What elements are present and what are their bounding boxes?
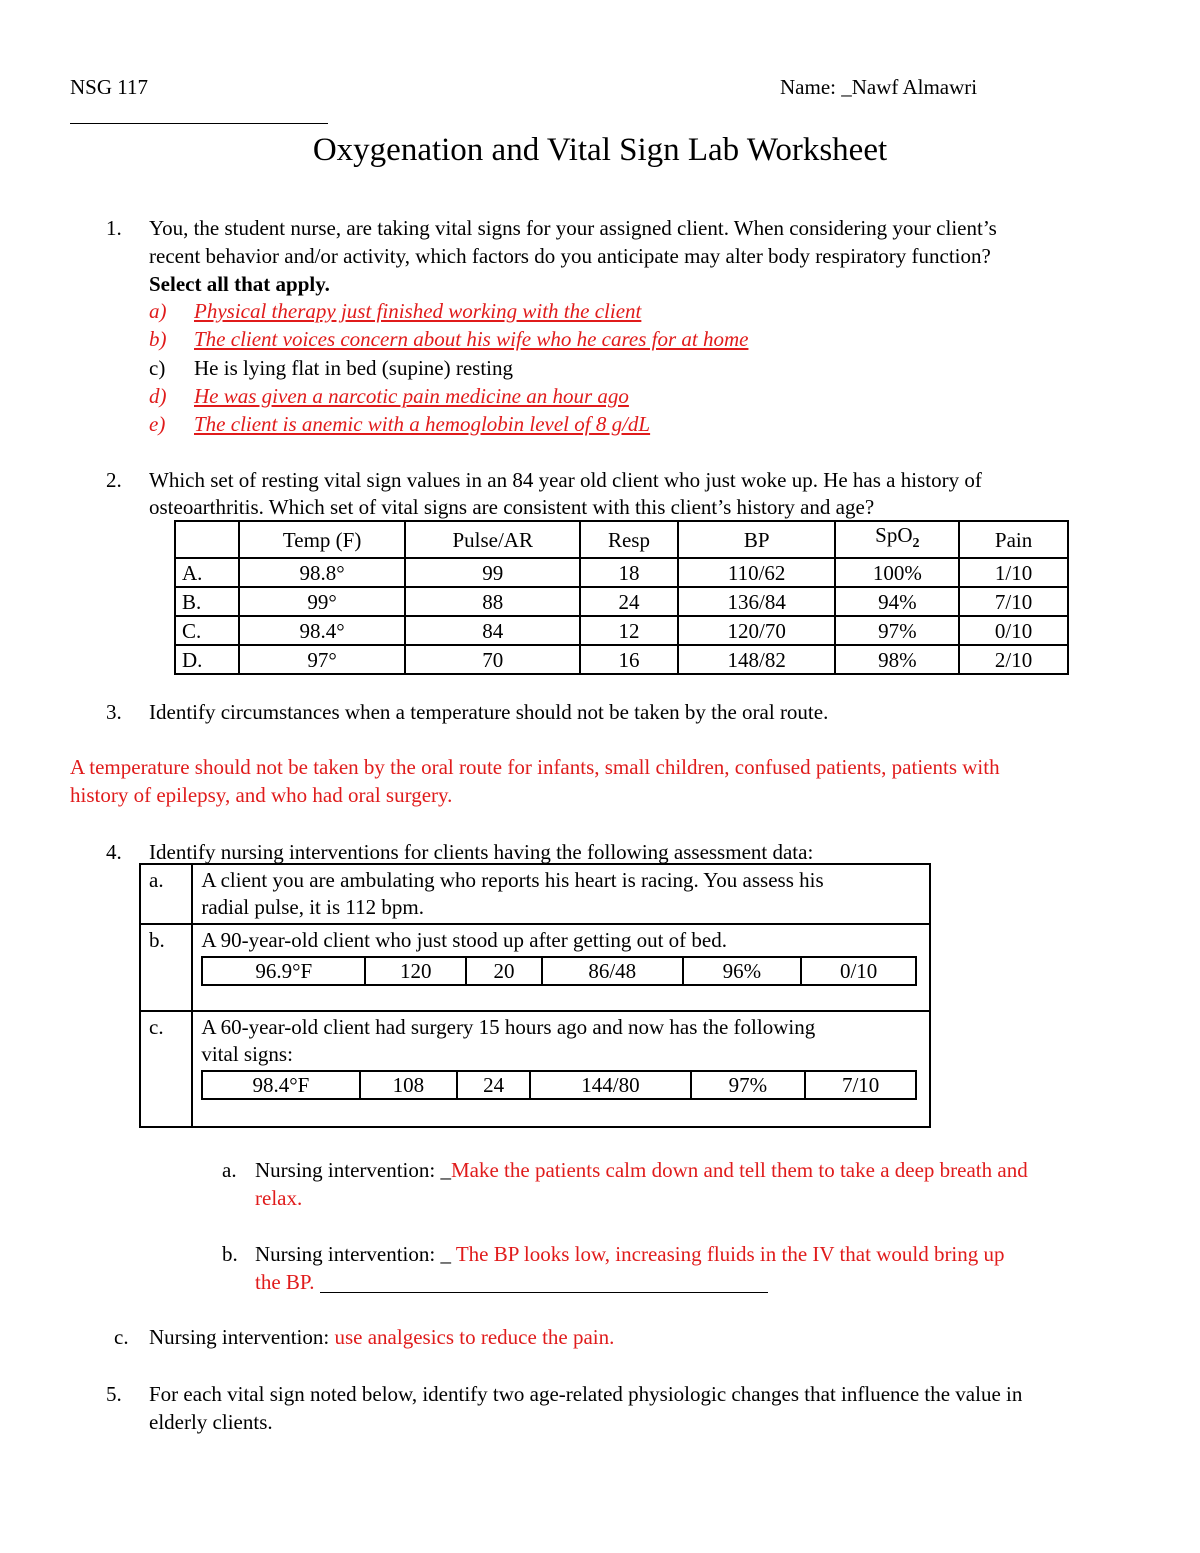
vital-cell: 20 [466, 957, 542, 985]
q1-option-a-letter: a) [149, 299, 167, 323]
row-c-line1: A 60-year-old client had surgery 15 hours ago and now has the following [201, 1015, 816, 1039]
q1-text-line2: recent behavior and/or activity, which factors do you anticipate may alter body respiratory function? [149, 244, 991, 268]
row-content [192, 1011, 930, 1127]
vital-cell: 144/80 [530, 1071, 691, 1099]
answer-blank-line[interactable] [320, 1272, 768, 1293]
cell: 0/10 [959, 616, 1068, 645]
q1-instruction: Select all that apply. [149, 272, 330, 296]
intervention-b-answer[interactable]: The BP looks low, increasing fluids in the IV that would bring up [450, 1242, 1005, 1266]
q4-number: 4. [106, 840, 122, 864]
row-letter: b. [140, 924, 192, 1011]
row-c-line2: vital signs: [201, 1042, 293, 1066]
table-row [140, 864, 930, 924]
header-cell: BP [678, 521, 836, 558]
vital-cell: 96% [683, 957, 801, 985]
vitals-row [202, 1071, 916, 1099]
q3-number: 3. [106, 700, 122, 724]
cell: 18 [580, 558, 678, 587]
intervention-b-answer-line2[interactable]: the BP. [255, 1270, 315, 1294]
header-cell: Pulse/AR [405, 521, 580, 558]
cell: 84 [405, 616, 580, 645]
intervention-c [149, 1323, 614, 1351]
cell: 97° [239, 645, 406, 674]
student-name-line [780, 73, 977, 101]
row-content [192, 864, 930, 924]
row-a-line2: radial pulse, it is 112 bpm. [201, 895, 424, 919]
cell: 100% [835, 558, 959, 587]
cell: 12 [580, 616, 678, 645]
cell: 148/82 [678, 645, 836, 674]
course-code: NSG 117 [70, 75, 148, 99]
intervention-a-answer-line2[interactable]: relax. [255, 1186, 303, 1210]
table-row[interactable] [175, 587, 1068, 616]
vital-cell: 98.4°F [202, 1071, 359, 1099]
row-label: C. [175, 616, 239, 645]
name-underline [70, 123, 328, 124]
spo2-label: SpO [875, 523, 913, 547]
intervention-a-letter: a. [222, 1158, 237, 1182]
vital-cell: 108 [360, 1071, 458, 1099]
row-c-vitals [201, 1070, 917, 1100]
intervention-a-answer[interactable]: Make the patients calm down and tell them to take a deep breath and [450, 1158, 1028, 1182]
spo2-subscript: 2 [912, 536, 920, 552]
q1-option-e[interactable]: The client is anemic with a hemoglobin level of 8 g/dL [194, 412, 651, 436]
q1-text-line1: You, the student nurse, are taking vital signs for your assigned client. When considering your client’s [149, 216, 997, 240]
cell: 1/10 [959, 558, 1068, 587]
q2-number: 2. [106, 468, 122, 492]
q4-text: Identify nursing interventions for clients having the following assessment data: [149, 840, 814, 864]
intervention-a [255, 1156, 1028, 1184]
row-letter: a. [140, 864, 192, 924]
table-row[interactable] [175, 558, 1068, 587]
name-label: Name: _ [780, 75, 852, 99]
name-value: Nawf Almawri [851, 75, 978, 99]
intervention-a-label: Nursing intervention: _ [255, 1158, 451, 1182]
header-cell: Temp (F) [239, 521, 406, 558]
cell: 120/70 [678, 616, 836, 645]
cell: 136/84 [678, 587, 836, 616]
vital-cell: 120 [365, 957, 466, 985]
table-row[interactable] [175, 616, 1068, 645]
q1-option-b-letter: b) [149, 327, 167, 351]
cell: 7/10 [959, 587, 1068, 616]
cell: 16 [580, 645, 678, 674]
page-title: Oxygenation and Vital Sign Lab Worksheet [312, 132, 888, 168]
assessment-table [139, 863, 931, 1128]
table-row[interactable] [175, 645, 1068, 674]
cell: 94% [835, 587, 959, 616]
row-a-line1: A client you are ambulating who reports his heart is racing. You assess his [201, 868, 824, 892]
table-row [140, 924, 930, 1011]
vital-cell: 96.9°F [202, 957, 365, 985]
header-cell: Resp [580, 521, 678, 558]
q5-number: 5. [106, 1382, 122, 1406]
table-header-row [175, 521, 1068, 558]
vital-cell: 97% [691, 1071, 805, 1099]
row-label: A. [175, 558, 239, 587]
table-row [140, 1011, 930, 1127]
q1-option-a[interactable]: Physical therapy just finished working with the client [194, 299, 642, 323]
vital-cell: 86/48 [542, 957, 683, 985]
row-letter: c. [140, 1011, 192, 1127]
intervention-c-answer[interactable]: use analgesics to reduce the pain. [334, 1325, 615, 1349]
cell: 2/10 [959, 645, 1068, 674]
cell: 98.4° [239, 616, 406, 645]
q5-text-line1: For each vital sign noted below, identify two age-related physiologic changes that influence the value in [149, 1382, 1023, 1406]
q1-option-c[interactable]: He is lying flat in bed (supine) resting [194, 356, 514, 380]
vitals-row [202, 957, 916, 985]
q1-option-b[interactable]: The client voices concern about his wife who he cares for at home [194, 327, 749, 351]
cell: 70 [405, 645, 580, 674]
q1-option-d[interactable]: He was given a narcotic pain medicine an hour ago [194, 384, 629, 408]
q5-text-line2: elderly clients. [149, 1410, 273, 1434]
cell: 97% [835, 616, 959, 645]
intervention-c-letter: c. [114, 1325, 129, 1349]
cell: 98.8° [239, 558, 406, 587]
q2-text-line2: osteoarthritis. Which set of vital signs are consistent with this client’s history and age? [149, 495, 875, 519]
header-cell: Pain [959, 521, 1068, 558]
intervention-b-label: Nursing intervention: _ [255, 1242, 451, 1266]
cell: 99° [239, 587, 406, 616]
cell: 24 [580, 587, 678, 616]
vital-cell: 7/10 [805, 1071, 916, 1099]
q1-option-e-letter: e) [149, 412, 166, 436]
intervention-c-label: Nursing intervention: [149, 1325, 335, 1349]
q1-option-d-letter: d) [149, 384, 167, 408]
header-cell-spo2 [835, 521, 959, 558]
intervention-b-letter: b. [222, 1242, 238, 1266]
row-label: B. [175, 587, 239, 616]
vital-cell: 24 [457, 1071, 530, 1099]
cell: 98% [835, 645, 959, 674]
q3-answer-line1[interactable]: A temperature should not be taken by the oral route for infants, small children, confused patients, patients with [70, 755, 1000, 779]
cell: 99 [405, 558, 580, 587]
q1-number: 1. [106, 216, 122, 240]
row-content [192, 924, 930, 1011]
q1-option-c-letter: c) [149, 356, 166, 380]
row-b-vitals [201, 956, 917, 986]
cell: 88 [405, 587, 580, 616]
header-cell [175, 521, 239, 558]
q3-answer-line2[interactable]: history of epilepsy, and who had oral surgery. [70, 783, 453, 807]
q2-text-line1: Which set of resting vital sign values in an 84 year old client who just woke up. He has a history of [149, 468, 982, 492]
row-b-line1: A 90-year-old client who just stood up after getting out of bed. [201, 928, 727, 952]
intervention-b-line2 [255, 1268, 768, 1296]
q3-text: Identify circumstances when a temperature should not be taken by the oral route. [149, 700, 829, 724]
vital-cell: 0/10 [801, 957, 916, 985]
vital-signs-table [174, 520, 1069, 675]
intervention-b [255, 1240, 1005, 1268]
cell: 110/62 [678, 558, 836, 587]
row-label: D. [175, 645, 239, 674]
